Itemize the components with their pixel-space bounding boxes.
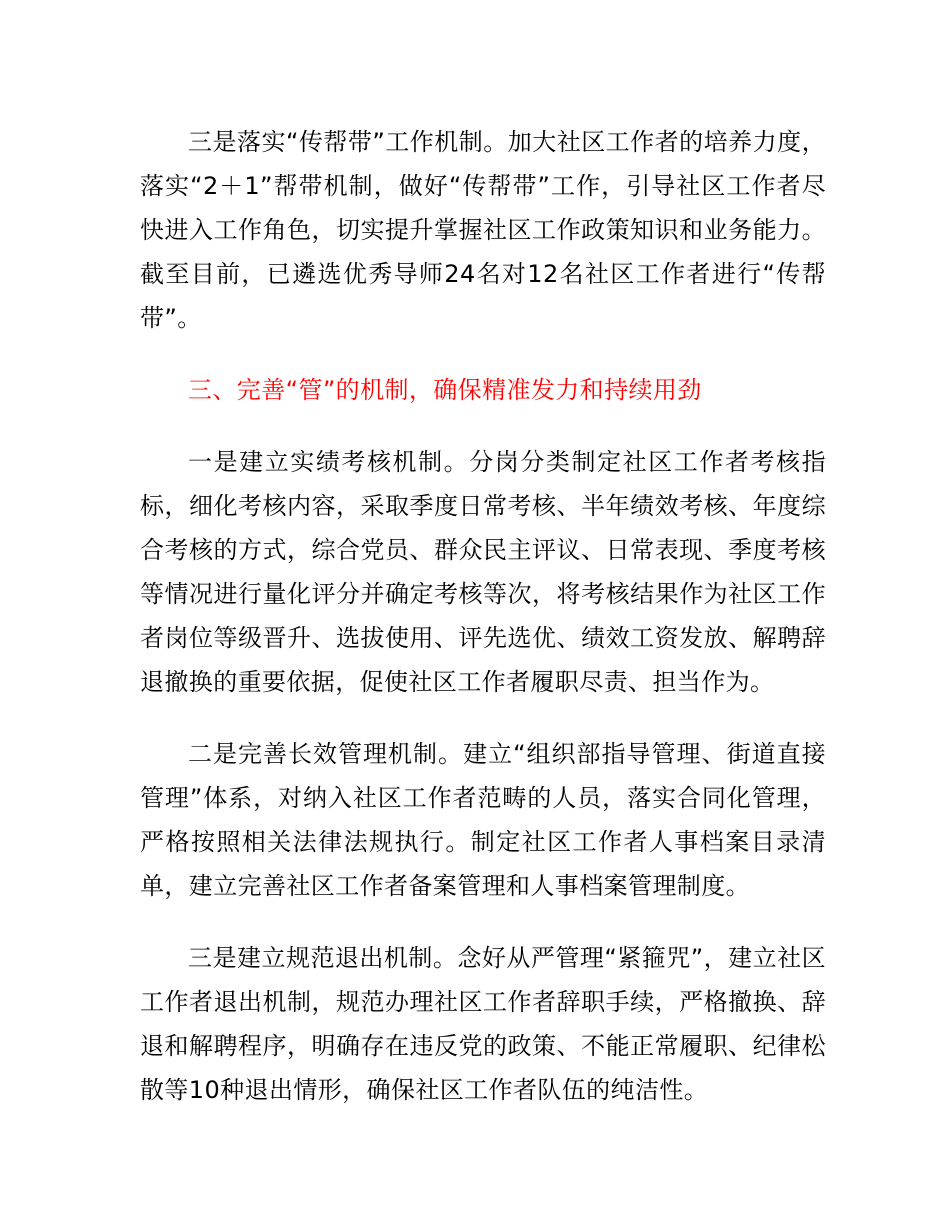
paragraph-mentoring: 三是落实“传帮带”工作机制。加大社区工作者的培养力度，落实“2＋1”帮带机制，做好“传帮带”工作，引导社区工作者尽快进入工作角色，切实提升掌握社区工作政策知识和业务能力。截至目前，已遴选优秀导师24名对12名社区工作者进行“传帮带”。: [140, 128, 826, 332]
paragraph-long-term-management: 二是完善长效管理机制。建立“组织部指导管理、街道直接管理”体系，对纳入社区工作者范畴的人员，落实合同化管理，严格按照相关法律法规执行。制定社区工作者人事档案目录清单，建立完善社区工作者备案管理和人事档案管理制度。: [140, 740, 826, 900]
paragraph-gap: [140, 412, 826, 440]
paragraph-performance-assessment: 一是建立实绩考核机制。分岗分类制定社区工作者考核指标，细化考核内容，采取季度日常考核、半年绩效考核、年度综合考核的方式，综合党员、群众民主评议、日常表现、季度考核等情况进行量化评分并确定考核等次，将考核结果作为社区工作者岗位等级晋升、选拔使用、评先选优、绩效工资发放、解聘辞退撤换的重要依据，促使社区工作者履职尽责、担当作为。: [140, 448, 826, 696]
paragraph-exit-mechanism: 三是建立规范退出机制。念好从严管理“紧箍咒”，建立社区工作者退出机制，规范办理社区工作者辞职手续，严格撤换、辞退和解聘程序，明确存在违反党的政策、不能正常履职、纪律松散等10种退出情形，确保社区工作者队伍的纯洁性。: [140, 944, 826, 1104]
paragraph-gap: [140, 704, 826, 732]
paragraph-gap: [140, 908, 826, 936]
paragraph-gap: [140, 340, 826, 368]
section-heading: 三、完善“管”的机制，确保精准发力和持续用劲: [188, 376, 702, 404]
document-body: [140, 120, 826, 1112]
